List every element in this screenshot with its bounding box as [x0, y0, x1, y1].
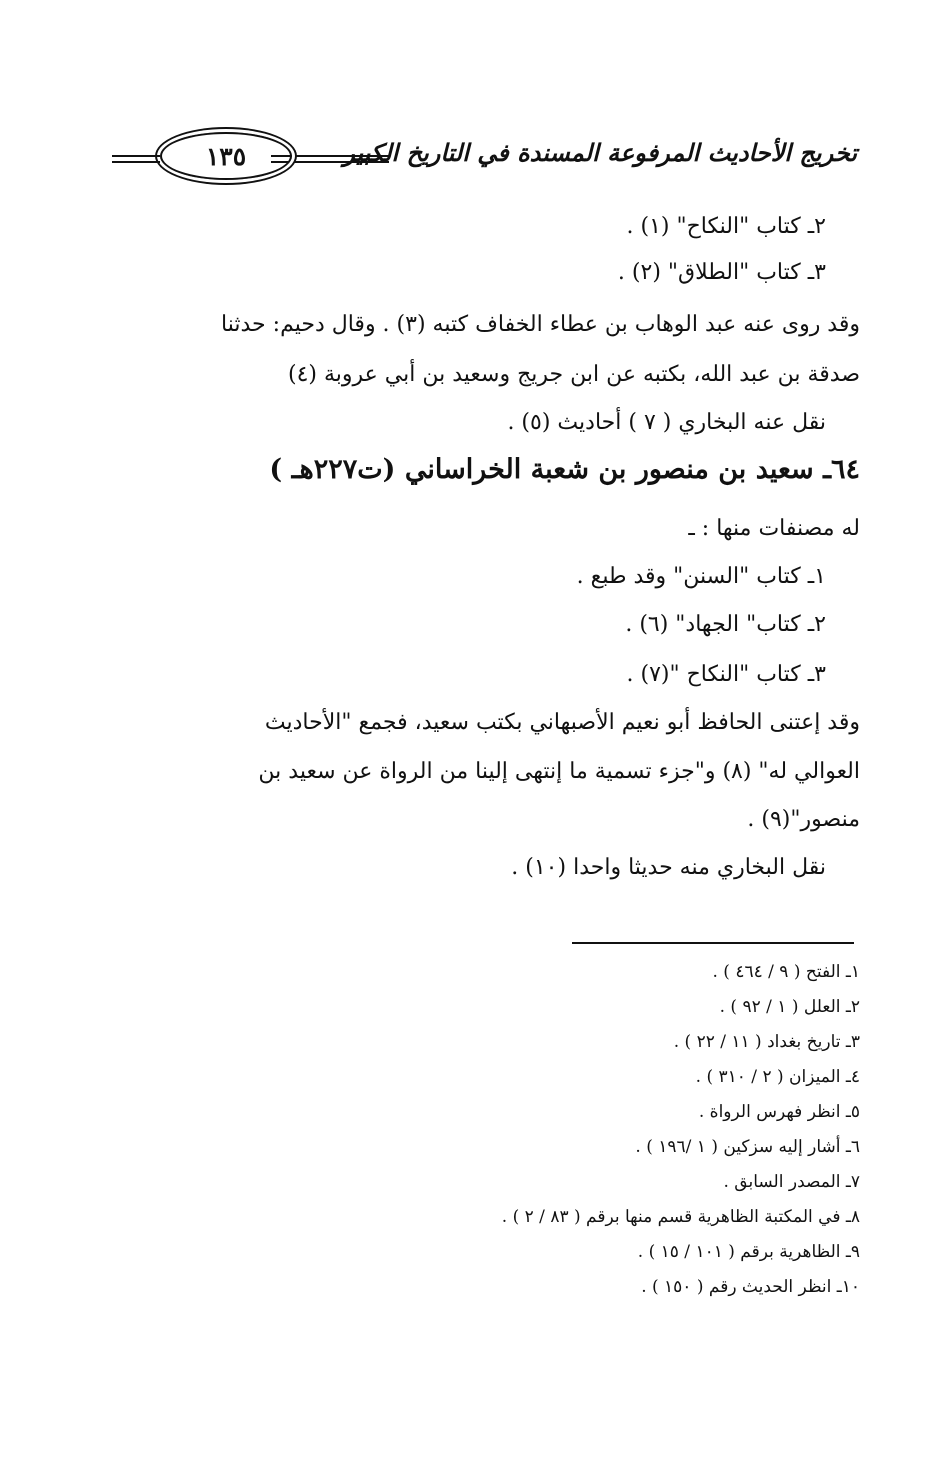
footnote-item: ٣ـ تاريخ بغداد ( ١١ / ٢٢ ) .: [673, 1032, 860, 1052]
paragraph-line: صدقة بن عبد الله، بكتبه عن ابن جريج وسعيد بن أبي عروبة (٤): [287, 362, 860, 387]
footnote-item: ٤ـ الميزان ( ٢ / ٣١٠ ) .: [695, 1067, 860, 1087]
footnote-item: ١٠ـ انظر الحديث رقم ( ١٥٠ ) .: [641, 1277, 860, 1297]
paragraph-line: وقد إعتنى الحافظ أبو نعيم الأصبهاني بكتب سعيد، فجمع "الأحاديث: [264, 710, 860, 735]
header-rule-left: [112, 155, 160, 163]
book-item-nikah-second: ٣ـ كتاب "النكاح "(٧) .: [626, 662, 826, 687]
paragraph-line: منصور"(٩) .: [747, 807, 860, 832]
footnote-separator: [572, 942, 854, 944]
book-item-sunan: ١ـ كتاب "السنن" وقد طبع .: [576, 564, 826, 589]
paragraph-line: نقل عنه البخاري ( ٧ ) أحاديث (٥) .: [507, 410, 826, 435]
footnote-item: ٧ـ المصدر السابق .: [723, 1172, 860, 1192]
footnote-item: ٩ـ الظاهرية برقم ( ١٠١ / ١٥ ) .: [637, 1242, 860, 1262]
paragraph-line: نقل البخاري منه حديثا واحدا (١٠) .: [511, 855, 826, 880]
footnote-item: ٨ـ في المكتبة الظاهرية قسم منها برقم ( ٨٣ / ٢ ) .: [501, 1207, 860, 1227]
footnote-item: ٢ـ العلل ( ١ / ٩٢ ) .: [719, 997, 860, 1017]
footnote-item: ٥ـ انظر فهرس الرواة .: [698, 1102, 860, 1122]
page-number-badge: ١٣٥: [160, 132, 292, 180]
paragraph-line: وقد روى عنه عبد الوهاب بن عطاء الخفاف كتبه (٣) . وقال دحيم: حدثنا: [221, 312, 860, 337]
section-heading: ٦٤ـ سعيد بن منصور بن شعبة الخراساني (ت٢٢٧هـ ): [269, 454, 860, 485]
running-title: تخريج الأحاديث المرفوعة المسندة في التاريخ الكبير: [343, 138, 857, 167]
book-item-jihad: ٢ـ كتاب" الجهاد" (٦) .: [625, 612, 826, 637]
book-item-nikah: ٢ـ كتاب "النكاح" (١) .: [626, 214, 826, 239]
footnote-item: ١ـ الفتح ( ٩ / ٤٦٤ ) .: [712, 962, 860, 982]
footnote-item: ٦ـ أشار إليه سزكين ( ١ /١٩٦ ) .: [635, 1137, 860, 1157]
page-header: [112, 130, 857, 180]
paragraph-line: العوالي له" (٨) و"جزء تسمية ما إنتهى إلينا من الرواة عن سعيد بن: [258, 759, 860, 784]
book-item-talaq: ٣ـ كتاب "الطلاق" (٢) .: [617, 260, 826, 285]
paragraph-line: له مصنفات منها : ـ: [688, 516, 860, 541]
